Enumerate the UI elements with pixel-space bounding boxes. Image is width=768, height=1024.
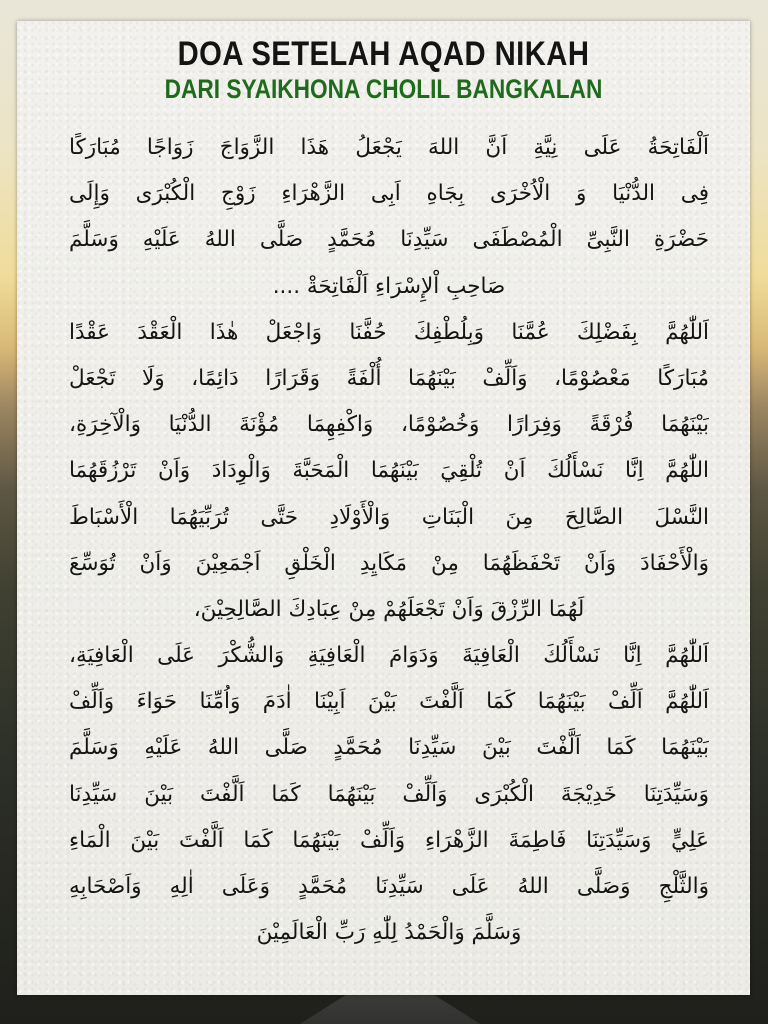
prayer-line: اَللّٰهُمَّ اَلِّفْ بَيْنَهُمَا كَمَا اَلَّفْتَ بَيْنَ اَبِيْنَا اٰدَمَ وَاُمِّنَا حَوَاءَ وَاَلِّفْ [69, 689, 709, 715]
prayer-line: عَلِيٍّ وَسَيِّدَتِنَا فَاطِمَةَ الزَّهْرَاءِ وَاَلِّفْ بَيْنَهُمَا كَمَا اَلَّفْتَ بَيْنَ الْمَاءِ [69, 827, 709, 853]
prayer-line: وَسَلَّمَ وَالْحَمْدُ لِلّٰهِ رَبِّ الْعَالَمِيْنَ [256, 920, 522, 946]
paper-card [17, 21, 750, 995]
prayer-line: لَهُمَا الرِّزْقَ وَاَنْ تَجْعَلَهُمْ مِنْ عِبَادِكَ الصَّالِحِيْنَ، [193, 596, 585, 622]
prayer-line: اَللّٰهُمَّ اِنَّا نَسْأَلُكَ الْعَافِيَةَ وَدَوَامَ الْعَافِيَةِ وَالشُّكْرَ عَلَى الْعَافِيَةِ، [69, 643, 709, 669]
prayer-line: وَالثَّلْجِ وَصَلَّى اللهُ عَلَى سَيِّدِنَا مُحَمَّدٍ وَعَلَى اٰلِهِ وَاَصْحَابِهِ [69, 874, 709, 899]
prayer-line: صَاحِبِ اْلإِسْرَاءِ اَلْفَاتِحَةْ .... [272, 273, 506, 299]
prayer-line: وَالْأَحْفَادَ وَاَنْ تَحْفَظَهُمَا مِنْ مَكَايِدِ الْخَلْقِ اَجْمَعِيْنَ وَاَنْ تُوَسِّعَ [69, 550, 709, 576]
prayer-line: حَضْرَةِ النَّبِىِّ الْمُصْطَفَى سَيِّدِنَا مُحَمَّدٍ صَلَّى اللهُ عَلَيْهِ وَسَلَّمَ [69, 227, 709, 253]
prayer-line: بَيْنَهُمَا فُرْقَةً وَفِرَارًا وَخُصُوْمًا، وَاكْفِهِمَا مُؤْنَةَ الدُّنْيَا وَالْآخِرَةِ، [69, 412, 709, 438]
prayer-line: وَسَيِّدَتِنَا خَدِيْجَةَ الْكُبْرَى وَاَلِّفْ بَيْنَهُمَا كَمَا اَلَّفْتَ بَيْنَ سَيِّدِنَا [69, 781, 709, 807]
page-title: DOA SETELAH AQAD NIKAH [177, 35, 590, 73]
prayer-line: اَللّٰهُمَّ بِفَضْلِكَ عُمَّنَا وَبِلُطْفِكَ حُفَّنَا وَاجْعَلْ هٰذَا الْعَقْدَ عَقْدًا [69, 319, 709, 345]
prayer-line: مُبَارَكًا مَعْصُوْمًا، وَاَلِّفْ بَيْنَهُمَا أُلْفَةً وَقَرَارًا دَائِمًا، وَلَا تَجْعَلْ [69, 365, 709, 391]
prayer-line: النَّسْلَ الصَّالِحَ مِنَ الْبَنَاتِ وَالْأَوْلَادِ حَتَّى تُرَبِّيَهُمَا الْأَسْبَاطَ [69, 504, 709, 530]
prayer-line: فِى الدُّنْيَا وَ الْاُخْرَى بِجَاهِ اَبِى الزَّهْرَاءِ زَوْجِ الْكُبْرَى وَإِلَى [69, 181, 709, 207]
page-subtitle: DARI SYAIKHONA CHOLIL BANGKALAN [164, 74, 603, 104]
prayer-line: اللّٰهُمَّ اِنَّا نَسْأَلُكَ اَنْ تُلْقِيَ بَيْنَهُمَا الْمَحَبَّةَ وَالْوِدَادَ وَاَنْ تَرْزُقَهُمَا [69, 458, 709, 484]
prayer-line: بَيْنَهُمَا كَمَا اَلَّفْتَ بَيْنَ سَيِّدِنَا مُحَمَّدٍ صَلَّى اللهُ عَلَيْهِ وَسَلَّمَ [69, 735, 709, 761]
prayer-line: اَلْفَاتِحَةُ عَلَى نِيَّةِ اَنَّ اللهَ يَجْعَلُ هَذَا الزَّوَاجَ زَوَاجًا مُبَارَكًا [69, 135, 709, 160]
prayer-text [69, 125, 709, 956]
